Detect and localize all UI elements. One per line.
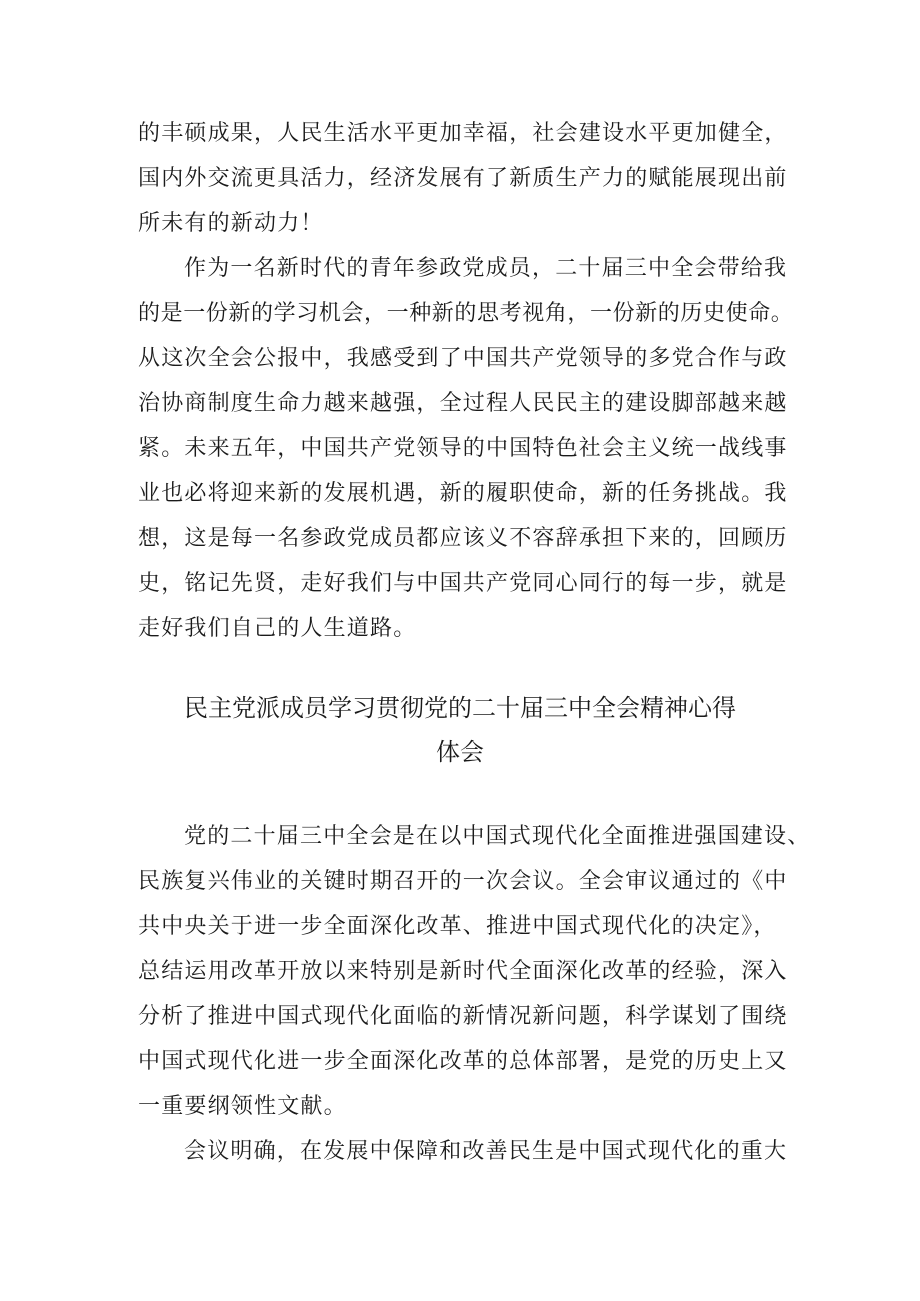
para3-line-3: 共中央关于进一步全面深化改革、推进中国式现代化的决定》， (138, 914, 777, 939)
para3-line-7: 一重要纲领性文献。 (138, 1094, 347, 1119)
para1-line-3: 所未有的新动力！ (138, 211, 324, 236)
para2-line-9: 走好我们自己的人生道路。 (138, 616, 417, 641)
para3-line-4: 总结运用改革开放以来特别是新时代全面深化改革的经验，深入 (138, 959, 788, 984)
para3-line-5: 分析了推进中国式现代化面临的新情况新问题，科学谋划了围绕 (138, 1004, 788, 1029)
section-title-line-2: 体会 (436, 738, 484, 766)
para2-line-4: 治协商制度生命力越来越强，全过程人民民主的建设脚部越来越 (138, 391, 788, 416)
para1-line-2: 国内外交流更具活力，经济发展有了新质生产力的赋能展现出前 (138, 166, 788, 191)
para3-line-6: 中国式现代化进一步全面深化改革的总体部署，是党的历史上又 (138, 1049, 788, 1074)
para2-line-3: 从这次全会公报中，我感受到了中国共产党领导的多党合作与政 (138, 346, 788, 371)
para3-line-2: 民族复兴伟业的关键时期召开的一次会议。全会审议通过的《中 (138, 869, 788, 894)
para1-line-1: 的丰硕成果，人民生活水平更加幸福，社会建设水平更加健全， (138, 121, 788, 146)
para2-line-8: 史，铭记先贤，走好我们与中国共产党同心同行的每一步，就是 (138, 571, 788, 596)
para2-line-5: 紧。未来五年，中国共产党领导的中国特色社会主义统一战线事 (138, 436, 788, 461)
para2-line-1: 作为一名新时代的青年参政党成员，二十届三中全会带给我 (184, 256, 788, 281)
para2-line-7: 想，这是每一名参政党成员都应该义不容辞承担下来的，回顾历 (138, 526, 788, 551)
section-title-line-1: 民主党派成员学习贯彻党的二十届三中全会精神心得 (184, 694, 736, 722)
para3-line-1: 党的二十届三中全会是在以中国式现代化全面推进强国建设、 (184, 824, 811, 849)
para4-line-1: 会议明确，在发展中保障和改善民生是中国式现代化的重大 (184, 1139, 788, 1164)
para2-line-2: 的是一份新的学习机会，一种新的思考视角，一份新的历史使命。 (138, 301, 794, 326)
para2-line-6: 业也必将迎来新的发展机遇，新的履职使命，新的任务挑战。我 (138, 481, 788, 506)
